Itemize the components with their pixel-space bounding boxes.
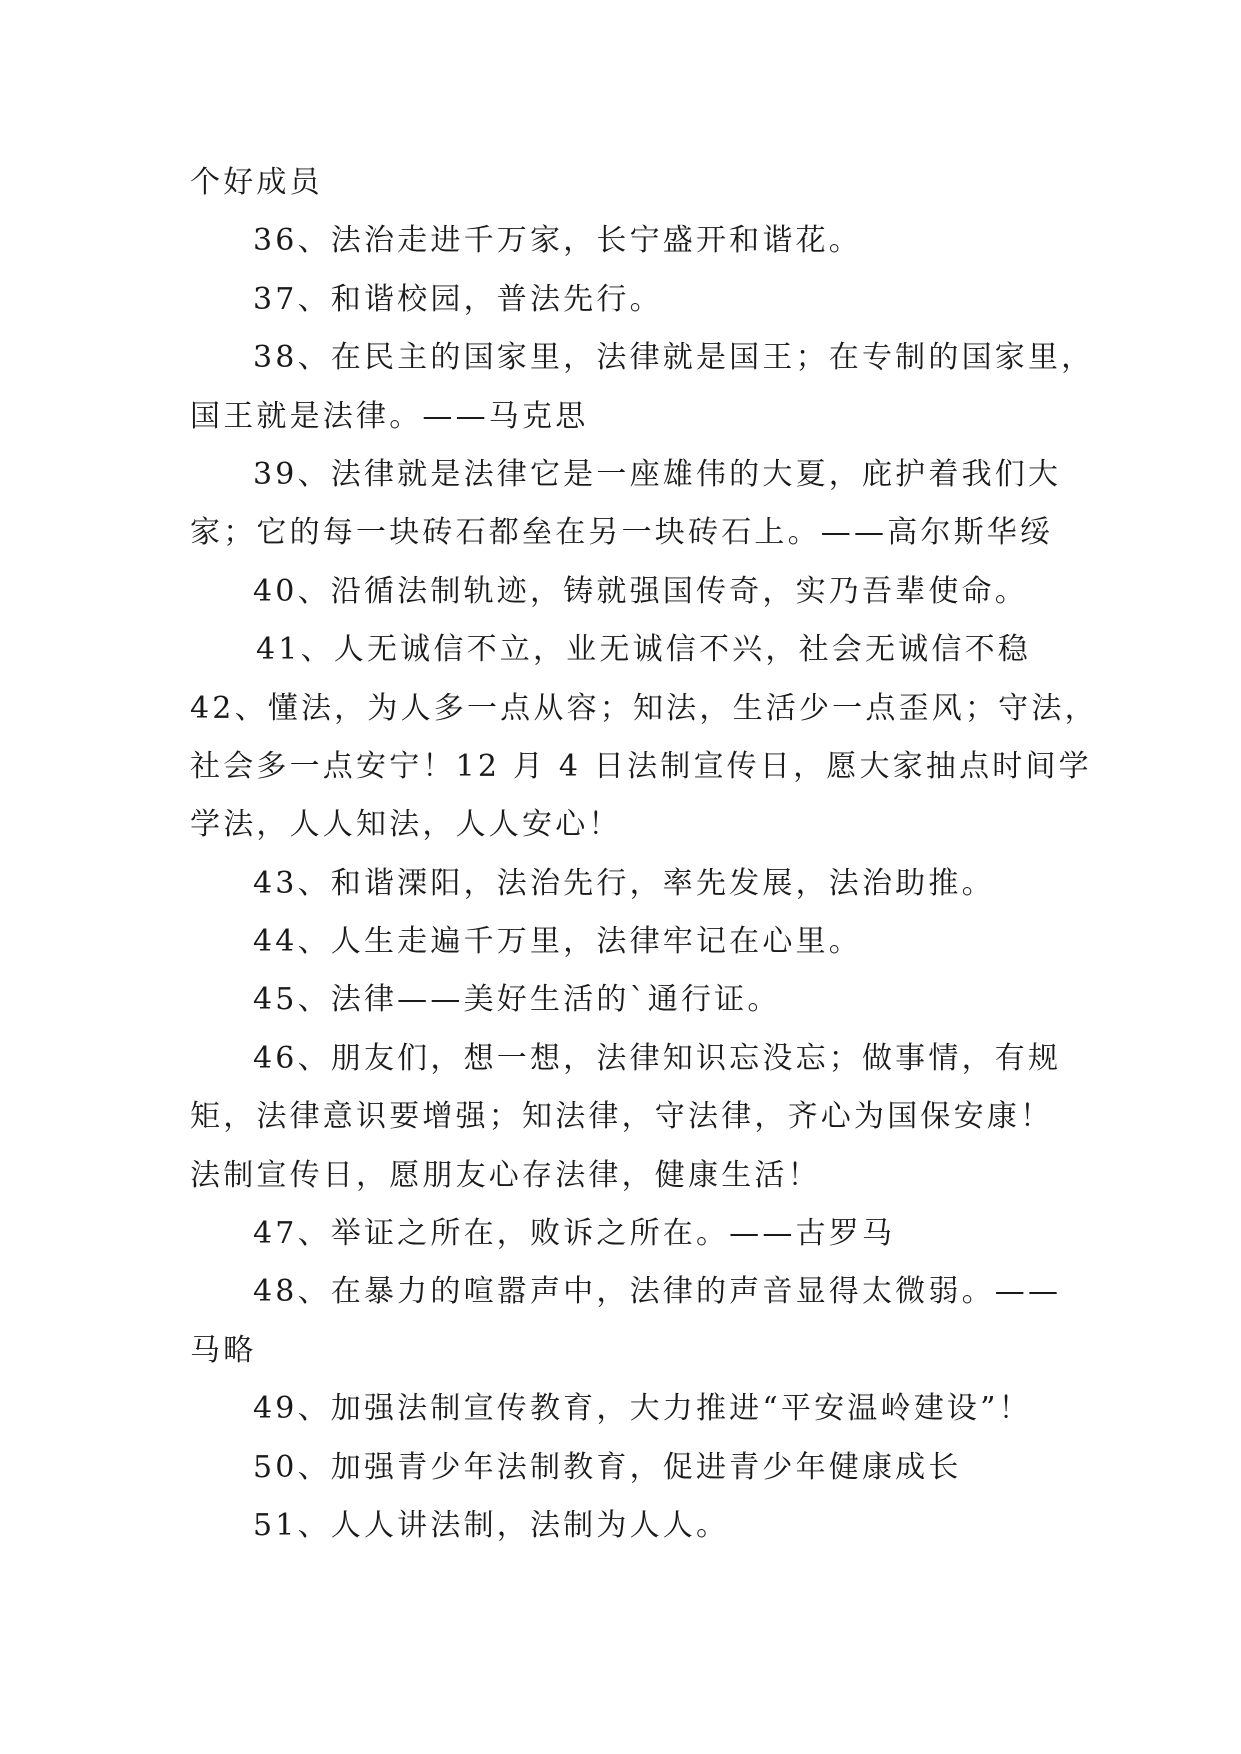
text-line: 矩，法律意识要增强；知法律，守法律，齐心为国保安康！ xyxy=(190,1099,1054,1135)
text-line: 39、法律就是法律它是一座雄伟的大夏，庇护着我们大 xyxy=(253,456,1062,492)
text-line: 40、沿循法制轨迹，铸就强国传奇，实乃吾辈使命。 xyxy=(253,573,1028,609)
text-line: 学法，人人知法，人人安心！ xyxy=(190,807,622,843)
text-line: 马略 xyxy=(190,1332,257,1368)
text-line: 48、在暴力的喧嚣声中，法律的声音显得太微弱。—— xyxy=(253,1274,1062,1310)
text-line: 43、和谐溧阳，法治先行，率先发展，法治助推。 xyxy=(253,865,995,901)
text-line: 49、加强法制宣传教育，大力推进“平安温岭建设”！ xyxy=(253,1391,1032,1427)
text-line: 46、朋友们，想一想，法律知识忘没忘；做事情，有规 xyxy=(253,1040,1062,1076)
text-line: 41、人无诚信不立，业无诚信不兴，社会无诚信不稳 xyxy=(256,632,1031,668)
text-line: 44、人生走遍千万里，法律牢记在心里。 xyxy=(253,924,862,960)
text-line: 38、在民主的国家里，法律就是国王；在专制的国家里， xyxy=(253,340,1095,376)
text-line: 47、举证之所在，败诉之所在。——古罗马 xyxy=(253,1216,896,1252)
text-line: 51、人人讲法制，法制为人人。 xyxy=(253,1507,730,1543)
text-line: 36、法治走进千万家，长宁盛开和谐花。 xyxy=(253,223,862,259)
text-line: 42、懂法，为人多一点从容；知法，生活少一点歪风；守法， xyxy=(190,690,1098,726)
text-line: 国王就是法律。——马克思 xyxy=(190,398,589,434)
text-line: 社会多一点安宁！12 月 4 日法制宣传日，愿大家抽点时间学 xyxy=(190,748,1092,784)
text-line: 家；它的每一块砖石都垒在另一块砖石上。——高尔斯华绥 xyxy=(190,515,1054,551)
text-line: 45、法律——美好生活的`通行证。 xyxy=(253,982,781,1018)
text-line: 法制宣传日，愿朋友心存法律，健康生活！ xyxy=(190,1157,821,1193)
document-body xyxy=(190,154,1098,1555)
text-line: 50、加强青少年法制教育，促进青少年健康成长 xyxy=(253,1449,962,1485)
text-line: 个好成员 xyxy=(190,165,323,200)
text-line: 37、和谐校园，普法先行。 xyxy=(253,281,663,317)
